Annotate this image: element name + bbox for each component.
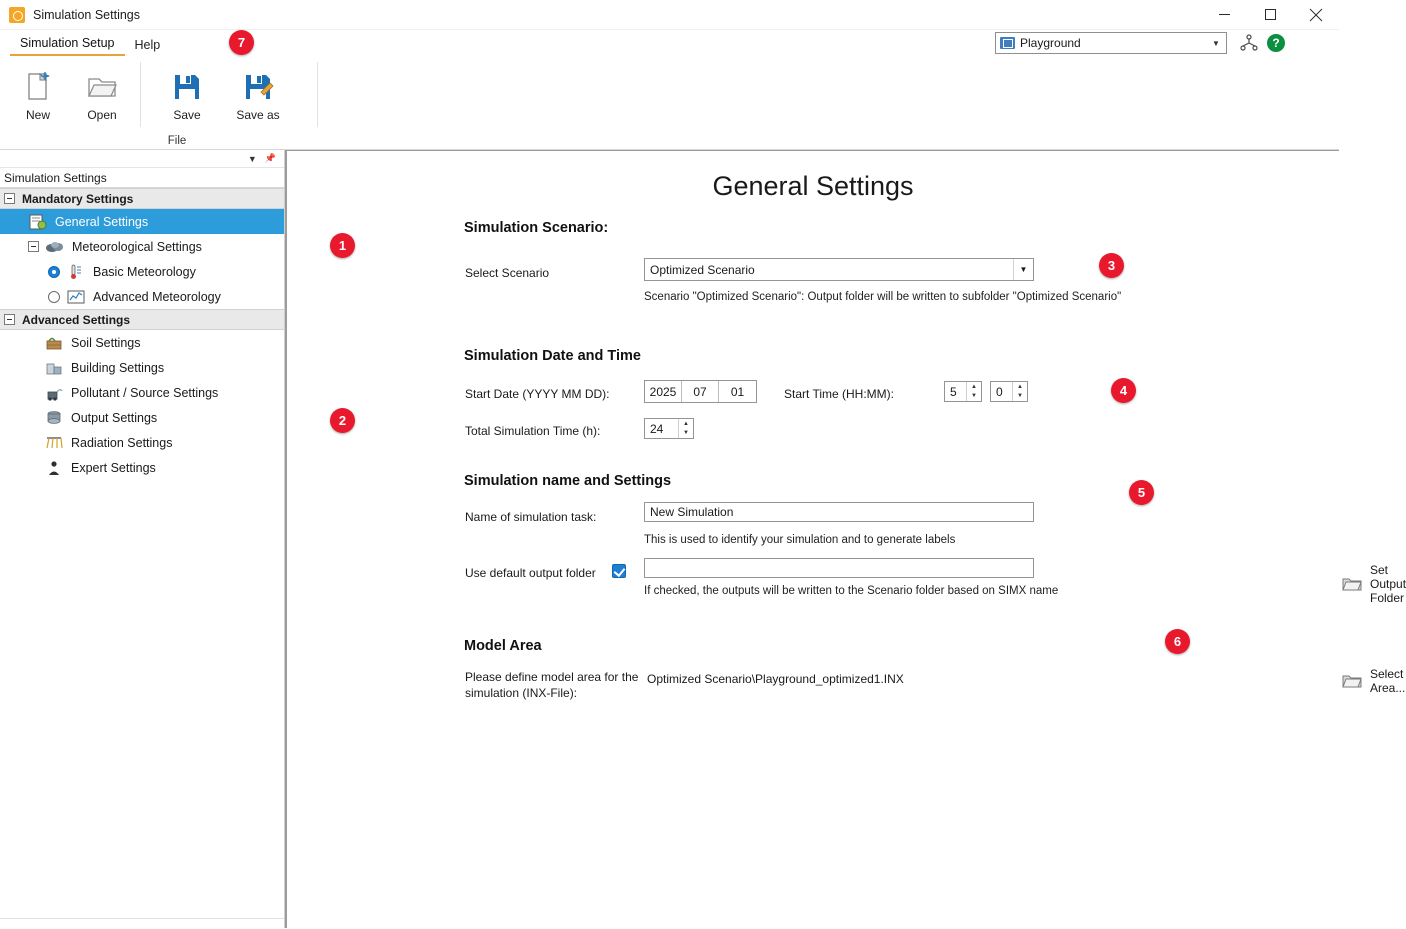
scenario-combobox[interactable] [644, 258, 1034, 281]
stepper-down[interactable]: ▼ [971, 393, 977, 400]
model-area-value: Optimized Scenario\Playground_optimized1.INX [647, 672, 904, 686]
chevron-down-icon[interactable]: ▼ [1013, 259, 1033, 280]
expander-icon[interactable] [4, 314, 15, 325]
sidebar-item-radiation-settings[interactable] [0, 430, 284, 455]
save-disk-icon [172, 70, 202, 104]
simulation-task-name-label: Name of simulation task: [465, 510, 597, 524]
total-simulation-time-stepper[interactable] [644, 418, 694, 439]
total-simulation-time-label: Total Simulation Time (h): [465, 424, 601, 438]
panel-header [0, 150, 284, 168]
select-area-label: Select Area... [1370, 667, 1406, 695]
tree-section-label: Advanced Settings [22, 312, 131, 327]
section-heading-simulation-scenario: Simulation Scenario: [464, 220, 609, 236]
ribbon-group-save [141, 56, 303, 150]
stepper-up[interactable]: ▲ [683, 420, 689, 427]
annotation-badge-5: 5 [1129, 480, 1154, 505]
new-button[interactable] [6, 62, 70, 122]
select-scenario-label: Select Scenario [465, 266, 550, 280]
thermometer-icon [66, 263, 86, 281]
stepper-down[interactable]: ▼ [683, 430, 689, 437]
folder-icon [1342, 673, 1362, 689]
new-button-label: New [25, 108, 50, 122]
expander-icon[interactable] [28, 241, 39, 252]
section-heading-name-settings: Simulation name and Settings [464, 473, 672, 489]
building-icon [44, 359, 64, 377]
tree-section-label: Mandatory Settings [22, 191, 134, 206]
set-output-folder-label: Set Output Folder [1370, 563, 1406, 605]
expander-icon[interactable] [4, 193, 15, 204]
output-folder-hint: If checked, the outputs will be written to the Scenario folder based on SIMX name [644, 585, 1059, 597]
tab-help[interactable]: Help [134, 38, 161, 52]
annotation-badge-6: 6 [1165, 629, 1190, 654]
section-heading-date-time: Simulation Date and Time [464, 348, 641, 364]
sidebar-item-soil-settings[interactable] [0, 330, 284, 355]
save-button-label: Save [173, 108, 201, 122]
stepper-buttons[interactable] [966, 382, 981, 401]
use-default-output-folder-label: Use default output folder [465, 566, 596, 580]
sidebar-item-label: Advanced Meteorology [93, 289, 221, 304]
start-date-month[interactable]: 07 [682, 381, 719, 402]
annotation-badge-4: 4 [1111, 378, 1136, 403]
output-database-icon [44, 409, 64, 427]
start-date-day[interactable]: 01 [730, 384, 745, 399]
chevron-down-icon[interactable]: ▼ [247, 153, 257, 164]
network-icon[interactable] [1239, 33, 1259, 53]
close-button[interactable] [1293, 0, 1339, 30]
sidebar-item-label: Radiation Settings [71, 435, 173, 450]
start-time-label: Start Time (HH:MM): [784, 387, 894, 401]
window-controls [1201, 0, 1339, 30]
select-area-button[interactable] [1342, 667, 1405, 695]
simulation-task-name-value: New Simulation [650, 505, 734, 519]
expert-person-icon [44, 459, 64, 477]
model-area-label: Please define model area for the simulation (INX-File): [465, 670, 639, 700]
new-document-icon [24, 70, 52, 104]
stepper-up[interactable]: ▲ [1017, 383, 1023, 390]
folder-icon [1000, 37, 1015, 49]
ribbon [0, 56, 1339, 150]
pollutant-icon [44, 384, 64, 402]
start-time-minute-value: 0 [996, 384, 1003, 399]
radio-basic-meteorology[interactable] [48, 266, 60, 278]
radio-advanced-meteorology[interactable] [48, 291, 60, 303]
title-bar [0, 0, 1339, 30]
ribbon-tab-strip [0, 30, 1339, 56]
sidebar-item-pollutant-source-settings[interactable] [0, 380, 284, 405]
panel-title: Simulation Settings [0, 168, 284, 188]
settings-tree-panel [0, 150, 285, 928]
stepper-buttons[interactable] [678, 419, 693, 438]
annotation-badge-2: 2 [330, 408, 355, 433]
scenario-note: Scenario "Optimized Scenario": Output folder will be written to subfolder "Optimized Scenario" [644, 291, 1122, 303]
scenario-selector-area [995, 32, 1285, 54]
soil-icon [44, 334, 64, 352]
sidebar-item-label: Soil Settings [71, 335, 141, 350]
save-as-button-label: Save as [236, 108, 280, 122]
maximize-button[interactable] [1247, 0, 1293, 30]
set-output-folder-button[interactable] [1342, 563, 1406, 605]
use-default-output-folder-checkbox[interactable] [612, 564, 626, 578]
sidebar-item-advanced-meteorology[interactable] [0, 284, 284, 309]
annotation-badge-7: 7 [229, 30, 254, 55]
stepper-up[interactable]: ▲ [971, 383, 977, 390]
minimize-button[interactable] [1201, 0, 1247, 30]
sidebar-item-label: General Settings [55, 214, 149, 229]
start-date-year[interactable]: 2025 [645, 381, 682, 402]
chevron-down-icon[interactable]: ▼ [1212, 38, 1220, 48]
scenario-selector[interactable] [995, 32, 1227, 54]
window-title: Simulation Settings [33, 7, 141, 22]
sidebar-item-label: Basic Meteorology [93, 264, 196, 279]
annotation-badge-1: 1 [330, 233, 355, 258]
sidebar-item-meteorological-settings[interactable] [0, 234, 284, 259]
simulation-task-name-input[interactable] [644, 502, 1034, 522]
simulation-task-name-hint: This is used to identify your simulation and to generate labels [644, 534, 956, 546]
sidebar-item-expert-settings[interactable] [0, 455, 284, 480]
stepper-down[interactable]: ▼ [1017, 393, 1023, 400]
cloud-icon [45, 238, 65, 256]
annotation-badge-3: 3 [1099, 253, 1124, 278]
start-date-group[interactable] [644, 380, 757, 403]
open-folder-icon [86, 70, 118, 104]
sidebar-item-general-settings[interactable] [0, 209, 284, 234]
help-icon[interactable]: ? [1267, 34, 1285, 52]
sidebar-item-label: Building Settings [71, 360, 165, 375]
save-as-disk-icon [243, 70, 273, 104]
start-date-label: Start Date (YYYY MM DD): [465, 387, 610, 401]
save-as-button[interactable] [219, 62, 297, 122]
general-settings-icon [28, 213, 48, 231]
tree-section-advanced-settings[interactable] [0, 309, 284, 330]
stepper-buttons[interactable] [1012, 382, 1027, 401]
panel-footer [0, 918, 284, 928]
save-button[interactable] [155, 62, 219, 122]
sidebar-item-output-settings[interactable] [0, 405, 284, 430]
ribbon-group-label: File [167, 135, 187, 147]
app-icon [9, 7, 25, 23]
scenario-selector-value: Playground [1020, 36, 1081, 50]
folder-icon [1342, 576, 1362, 592]
pin-icon[interactable]: 📌 [264, 153, 276, 163]
page-title: General Settings [712, 171, 914, 201]
advanced-meteo-icon [66, 288, 86, 306]
start-time-minute-stepper[interactable] [990, 381, 1028, 402]
scenario-combobox-value: Optimized Scenario [650, 262, 755, 277]
start-time-hour-value: 5 [950, 384, 957, 399]
sidebar-item-label: Meteorological Settings [72, 239, 202, 254]
general-settings-page [285, 150, 1406, 928]
divider [317, 62, 318, 127]
output-folder-input[interactable] [644, 558, 1034, 578]
sidebar-item-building-settings[interactable] [0, 355, 284, 380]
tree-section-mandatory-settings[interactable] [0, 188, 284, 209]
open-button[interactable] [70, 62, 134, 122]
start-time-hour-stepper[interactable] [944, 381, 982, 402]
total-simulation-time-value: 24 [650, 421, 664, 436]
open-button-label: Open [87, 108, 117, 122]
sidebar-item-label: Output Settings [71, 410, 158, 425]
radiation-icon [44, 434, 64, 452]
sidebar-item-basic-meteorology[interactable] [0, 259, 284, 284]
tab-simulation-setup[interactable]: Simulation Setup [10, 33, 125, 56]
sidebar-item-label: Pollutant / Source Settings [71, 385, 219, 400]
main-split [0, 150, 1406, 928]
section-heading-model-area: Model Area [464, 638, 542, 654]
sidebar-item-label: Expert Settings [71, 460, 156, 475]
